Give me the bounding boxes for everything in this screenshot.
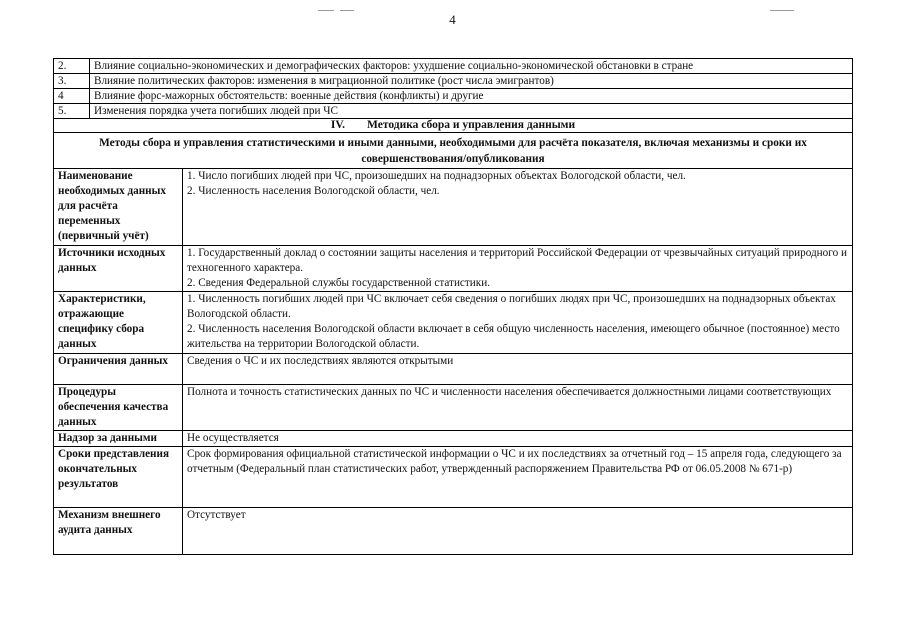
list-item-text: Влияние социально-экономических и демографических факторов: ухудшение социально-экономической обстановки в стране	[90, 59, 853, 74]
row-value: Срок формирования официальной статистической информации о ЧС и их последствиях за отчетный год – 15 апреля года, следующего за отчетным (Федеральный план статистических работ, утвержденный распоряжением Правительства РФ от 06.05.2008 № 671-р)	[183, 447, 853, 508]
table-row	[54, 431, 853, 447]
row-label: Характеристики, отражающие специфику сбора данных	[54, 292, 183, 354]
row-value: 1. Число погибших людей при ЧС, произошедших на поднадзорных объектах Вологодской области, чел. 2. Численность населения Вологодской области, чел.	[183, 169, 853, 246]
table-row	[54, 292, 853, 354]
list-item-number: 5.	[54, 104, 90, 119]
row-label: Механизм внешнего аудита данных	[54, 508, 183, 555]
row-value: 1. Численность погибших людей при ЧС включает себя сведения о погибших людях при ЧС, произошедших на поднадзорных объектах Вологодской области. 2. Численность населения Вологодской области включает в себя общую численность населения, имеющего обычное (постоянное) место жительства на территории Вологодской области.	[183, 292, 853, 354]
row-label: Ограничения данных	[54, 354, 183, 385]
methods-header: Методы сбора и управления статистическими и иными данными, необходимыми для расчёта показателя, включая механизмы и сроки их совершенствования/опубликования	[53, 133, 853, 169]
table-row	[54, 354, 853, 385]
list-item	[54, 89, 853, 104]
list-item	[54, 104, 853, 119]
row-label: Процедуры обеспечения качества данных	[54, 385, 183, 431]
scan-mark-left	[318, 10, 334, 11]
scan-mark-right	[770, 10, 794, 11]
list-item-text: Влияние форс-мажорных обстоятельств: военные действия (конфликты) и другие	[90, 89, 853, 104]
row-value: 1. Государственный доклад о состоянии защиты населения и территорий Российской Федерации от чрезвычайных ситуаций природного и техногенного характера. 2. Сведения Федеральной службы государственной статистики.	[183, 246, 853, 292]
row-label: Сроки представления окончательных результатов	[54, 447, 183, 508]
section-heading	[53, 118, 853, 133]
factors-list	[53, 58, 853, 119]
list-item-text: Изменения порядка учета погибших людей при ЧС	[90, 104, 853, 119]
list-item-number: 4	[54, 89, 90, 104]
row-value: Отсутствует	[183, 508, 853, 555]
table-row	[54, 385, 853, 431]
list-item	[54, 74, 853, 89]
page-number: 4	[449, 12, 456, 27]
row-value: Полнота и точность статистических данных по ЧС и численности населения обеспечивается должностными лицами соответствующих	[183, 385, 853, 431]
table-row	[54, 246, 853, 292]
row-label: Источники исходных данных	[54, 246, 183, 292]
row-label: Наименование необходимых данных для расчёта переменных (первичный учёт)	[54, 169, 183, 246]
section-title: Методика сбора и управления данными	[367, 119, 576, 131]
list-item-number: 2.	[54, 59, 90, 74]
table-row	[54, 169, 853, 246]
scan-mark-center	[340, 10, 354, 11]
row-value: Не осуществляется	[183, 431, 853, 447]
table-row	[54, 508, 853, 555]
row-value: Сведения о ЧС и их последствиях являются открытыми	[183, 354, 853, 385]
list-item	[54, 59, 853, 74]
table-row	[54, 447, 853, 508]
section-number: IV.	[330, 119, 346, 131]
list-item-number: 3.	[54, 74, 90, 89]
list-item-text: Влияние политических факторов: изменения в миграционной политике (рост числа эмигрантов)	[90, 74, 853, 89]
methodology-table	[53, 168, 853, 555]
row-label: Надзор за данными	[54, 431, 183, 447]
